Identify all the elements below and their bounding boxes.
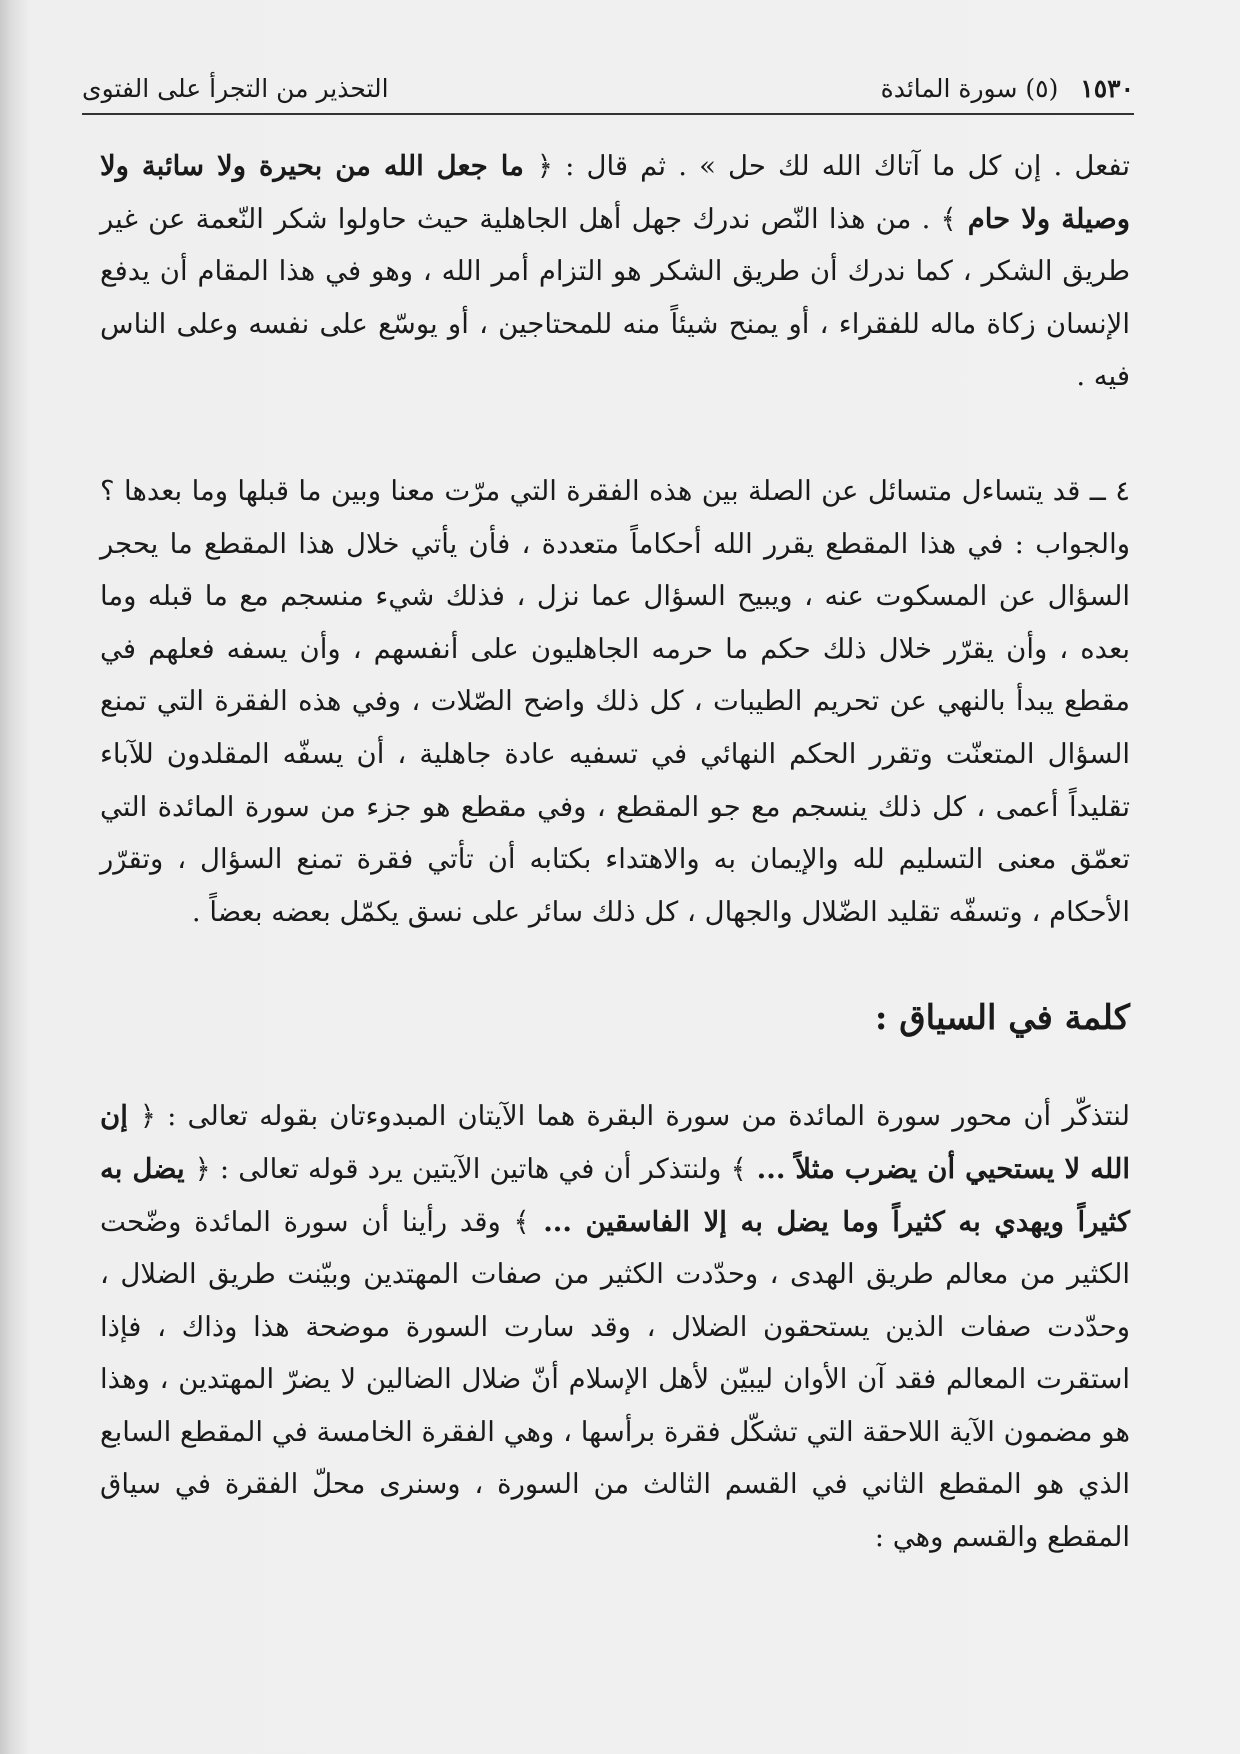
paragraph-3-text-c: ﴾ وقد رأينا أن سورة المائدة وضّحت الكثير من معالم طريق الهدى ، وحدّدت الكثير من صفات المهتدين وبيّنت طريق الضلال ، وحدّدت صفات الذين يستحقون الضلال ، وقد سارت السورة موضحة هذا وذاك ، فإذا استقرت المعالم فقد آن الأوان ليبيّن لأهل الإسلام أنّ ضلال الضالين لا يضرّ المهتدين ، وهذا هو مضمون الآية اللاحقة التي تشكّل فقرة برأسها ، وهي الفقرة الخامسة في المقطع السابع الذي هو المقطع الثاني في القسم الثالث من السورة ، وسنرى محلّ الفقرة في سياق المقطع والقسم وهي : xyxy=(100,1205,1130,1554)
quran-verse-1: ما جعل الله من بحيرة ولا سائبة ولا وصيلة ولا حام xyxy=(100,150,1130,235)
page-number: ١٥٣٠ xyxy=(1080,73,1134,103)
section-heading: كلمة في السياق : xyxy=(874,998,1130,1039)
surah-title: (٥) سورة المائدة xyxy=(880,73,1059,103)
paragraph-1 xyxy=(100,140,1130,403)
page-header xyxy=(82,70,1134,106)
header-topic: التحذير من التجرأ على الفتوى xyxy=(82,73,389,103)
header-right xyxy=(881,74,1134,103)
paragraph-3-text-a: لنتذكّر أن محور سورة المائدة من سورة البقرة هما الآيتان المبدوءتان بقوله تعالى : ﴿ xyxy=(139,1100,1130,1133)
page-body xyxy=(100,140,1130,1564)
paragraph-1-text-a: تفعل . إن كل ما آتاك الله لك حل » . ثم قال : ﴿ xyxy=(536,150,1131,182)
paragraph-3-text-b: ﴾ ولنتذكر أن في هاتين الآيتين يرد قوله تعالى : ﴿ xyxy=(194,1152,747,1185)
quran-verse-2: إن الله لا يستحيي أن يضرب مثلاً ... xyxy=(100,1100,1131,1185)
quran-verse-3: يضل به كثيراً ويهدي به كثيراً وما يضل به إلا الفاسقين ... xyxy=(100,1152,1130,1238)
paragraph-2: ٤ ــ قد يتساءل متسائل عن الصلة بين هذه الفقرة التي مرّت معنا وبين ما قبلها وما بعدها ؟ والجواب : في هذا المقطع يقرر الله أحكاماً متعددة ، فأن يأتي خلال هذا المقطع ما يحجر السؤال عن المسكوت عنه ، ويبيح السؤال عما نزل ، فذلك شيء منسجم مع ما قبله وما بعده ، وأن يقرّر خلال ذلك حكم ما حرمه الجاهليون على أنفسهم ، وأن يسفه فعلهم في مقطع يبدأ بالنهي عن تحريم الطيبات ، كل ذلك واضح الصّلات ، وفي هذه الفقرة التي تمنع السؤال المتعنّت وتقرر الحكم النهائي في تسفيه عادة جاهلية ، أن يسفّه المقلدون للآباء تقليداً أعمى ، كل ذلك ينسجم مع جو المقطع ، وفي مقطع هو جزء من سورة المائدة التي تعمّق معنى التسليم لله والإيمان به والاهتداء بكتابه أن تأتي فقرة تمنع السؤال ، وتقرّر الأحكام ، وتسفّه تقليد الضّلال والجهال ، كل ذلك سائر على نسق يكمّل بعضه بعضاً . xyxy=(100,474,1130,928)
header-rule xyxy=(82,113,1134,115)
paragraph-3 xyxy=(100,1090,1130,1563)
paragraph-1-text-b: ﴾ . من هذا النّص ندرك جهل أهل الجاهلية حيث حاولوا شكر النّعمة عن غير طريق الشكر ، كما ندرك أن طريق الشكر هو التزام أمر الله ، وهو في هذا المقام أن يدفع الإنسان زكاة ماله للفقراء ، أو يمنح شيئاً منه للمحتاجين ، أو يوسّع على نفسه وعلى الناس فيه . xyxy=(100,202,1130,393)
